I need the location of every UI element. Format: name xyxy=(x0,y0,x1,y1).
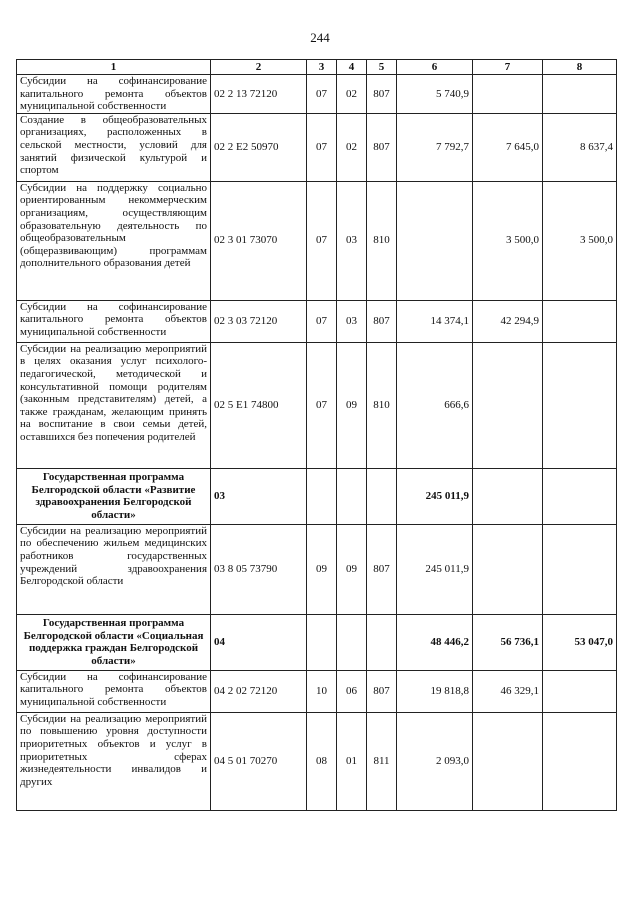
table-row xyxy=(17,75,617,114)
row-name: Субсидии на реализацию мероприятий по повышению уровня доступности приоритетных объектов и услуг в приоритетных сферах жизнедеятельности инвалидов и других xyxy=(17,712,211,810)
subsection-code: 02 xyxy=(337,113,367,181)
table-row xyxy=(17,670,617,712)
expense-type-code xyxy=(367,614,397,670)
subsection-code: 03 xyxy=(337,181,367,300)
row-name: Государственная программа Белгородской области «Развитие здравоохранения Белгородской области» xyxy=(17,468,211,524)
section-code xyxy=(307,614,337,670)
amount-col7: 56 736,1 xyxy=(473,614,543,670)
table-row xyxy=(17,113,617,181)
classification-code: 03 xyxy=(211,468,307,524)
amount-col8 xyxy=(543,300,617,342)
amount-col7 xyxy=(473,468,543,524)
amount-col7 xyxy=(473,342,543,468)
subsection-code: 09 xyxy=(337,342,367,468)
amount-col6: 19 818,8 xyxy=(397,670,473,712)
row-name: Субсидии на реализацию мероприятий по обеспечению жильем медицинских работников государственных учреждений здравоохранения Белгородской области xyxy=(17,524,211,614)
section-code: 10 xyxy=(307,670,337,712)
subsection-code xyxy=(337,614,367,670)
expense-type-code xyxy=(367,468,397,524)
table-row xyxy=(17,300,617,342)
expense-type-code: 811 xyxy=(367,712,397,810)
section-code: 07 xyxy=(307,113,337,181)
classification-code: 04 5 01 70270 xyxy=(211,712,307,810)
column-header: 5 xyxy=(367,60,397,75)
classification-code: 02 3 01 73070 xyxy=(211,181,307,300)
section-code: 09 xyxy=(307,524,337,614)
amount-col6: 666,6 xyxy=(397,342,473,468)
budget-table xyxy=(16,59,617,811)
subsection-code: 01 xyxy=(337,712,367,810)
table-row xyxy=(17,712,617,810)
expense-type-code: 810 xyxy=(367,181,397,300)
amount-col6: 2 093,0 xyxy=(397,712,473,810)
row-name: Субсидии на софинансирование капитального ремонта объектов муниципальной собственности xyxy=(17,300,211,342)
program-row xyxy=(17,468,617,524)
subsection-code: 03 xyxy=(337,300,367,342)
table-header-row xyxy=(17,60,617,75)
amount-col8: 53 047,0 xyxy=(543,614,617,670)
classification-code: 04 xyxy=(211,614,307,670)
amount-col6: 245 011,9 xyxy=(397,468,473,524)
section-code: 07 xyxy=(307,300,337,342)
amount-col6: 14 374,1 xyxy=(397,300,473,342)
column-header: 8 xyxy=(543,60,617,75)
row-name: Создание в общеобразовательных организациях, расположенных в сельской местности, условий для занятий физической культурой и спортом xyxy=(17,113,211,181)
amount-col7 xyxy=(473,712,543,810)
amount-col8 xyxy=(543,468,617,524)
section-code: 07 xyxy=(307,342,337,468)
column-header: 4 xyxy=(337,60,367,75)
amount-col7 xyxy=(473,75,543,114)
subsection-code: 02 xyxy=(337,75,367,114)
amount-col6: 245 011,9 xyxy=(397,524,473,614)
amount-col8 xyxy=(543,524,617,614)
section-code: 07 xyxy=(307,75,337,114)
subsection-code: 06 xyxy=(337,670,367,712)
amount-col8: 3 500,0 xyxy=(543,181,617,300)
row-name: Субсидии на софинансирование капитального ремонта объектов муниципальной собственности xyxy=(17,670,211,712)
amount-col8 xyxy=(543,342,617,468)
table-row xyxy=(17,181,617,300)
section-code xyxy=(307,468,337,524)
classification-code: 04 2 02 72120 xyxy=(211,670,307,712)
subsection-code xyxy=(337,468,367,524)
amount-col8 xyxy=(543,712,617,810)
amount-col6: 7 792,7 xyxy=(397,113,473,181)
column-header: 2 xyxy=(211,60,307,75)
expense-type-code: 807 xyxy=(367,113,397,181)
amount-col7: 46 329,1 xyxy=(473,670,543,712)
column-header: 6 xyxy=(397,60,473,75)
subsection-code: 09 xyxy=(337,524,367,614)
classification-code: 02 5 Е1 74800 xyxy=(211,342,307,468)
classification-code: 02 2 Е2 50970 xyxy=(211,113,307,181)
row-name: Субсидии на поддержку социально ориентированным некоммерческим организациям, осуществляющим образовательную деятельность по общеобразовательным (общеразвивающим) программам дополнительного образования детей xyxy=(17,181,211,300)
row-name: Субсидии на софинансирование капитального ремонта объектов муниципальной собственности xyxy=(17,75,211,114)
expense-type-code: 807 xyxy=(367,670,397,712)
program-row xyxy=(17,614,617,670)
row-name: Субсидии на реализацию мероприятий в целях оказания услуг психолого-педагогической, методической и консультативной помощи родителям (законным представителям) детей, а также гражданам, желающим принять на воспитание в свои семьи детей, оставшихся без попечения родителей xyxy=(17,342,211,468)
column-header: 7 xyxy=(473,60,543,75)
amount-col7 xyxy=(473,524,543,614)
table-row xyxy=(17,524,617,614)
amount-col6: 5 740,9 xyxy=(397,75,473,114)
table-row xyxy=(17,342,617,468)
expense-type-code: 807 xyxy=(367,75,397,114)
column-header: 3 xyxy=(307,60,337,75)
amount-col8 xyxy=(543,75,617,114)
amount-col8: 8 637,4 xyxy=(543,113,617,181)
section-code: 08 xyxy=(307,712,337,810)
section-code: 07 xyxy=(307,181,337,300)
amount-col7: 3 500,0 xyxy=(473,181,543,300)
amount-col6 xyxy=(397,181,473,300)
page-number: 244 xyxy=(310,30,330,45)
classification-code: 02 2 13 72120 xyxy=(211,75,307,114)
amount-col7: 7 645,0 xyxy=(473,113,543,181)
amount-col7: 42 294,9 xyxy=(473,300,543,342)
column-header: 1 xyxy=(17,60,211,75)
row-name: Государственная программа Белгородской области «Социальная поддержка граждан Белгородской области» xyxy=(17,614,211,670)
classification-code: 02 3 03 72120 xyxy=(211,300,307,342)
expense-type-code: 807 xyxy=(367,300,397,342)
expense-type-code: 807 xyxy=(367,524,397,614)
amount-col8 xyxy=(543,670,617,712)
amount-col6: 48 446,2 xyxy=(397,614,473,670)
expense-type-code: 810 xyxy=(367,342,397,468)
classification-code: 03 8 05 73790 xyxy=(211,524,307,614)
